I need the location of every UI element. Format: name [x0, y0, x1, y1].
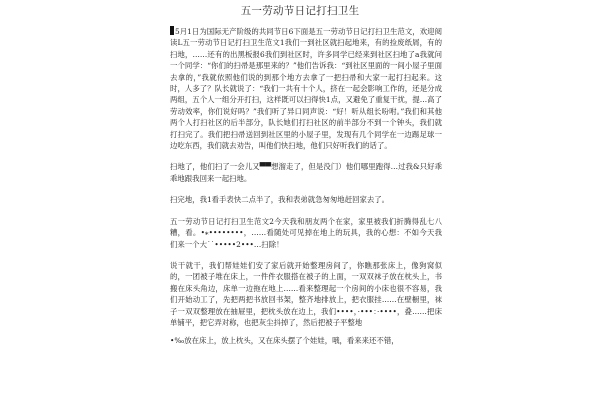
paragraph-5: 说干就干，我们帮娃娃们安了家后就开始整理房间了，你瞧那张床上，像狗窝似的，一团被子堆在床上，一件件衣服搭在被子的上面，一双双袜子放在枕头上，书搬在床头角边，床单一边拖在地上……看来整理起一个房间的小床也很不容易，我们开始动工了，先把两把书放回书架，整齐地排放上，把衣服挂……在壁橱里，袜子一双双整理放在抽屉里，把枕头放在边上，我们••••，·•••：·••••，叠……把床单铺平，把它弄对称，也把灰尘抖掉了，然后把被子平整地 — [170, 260, 442, 327]
document-title: 五一劳动节日记打扫卫生 — [240, 5, 360, 17]
paragraph-6: •‰放在床上，放上枕头，又在床头摆了个娃娃，哦，看来来还不错， — [170, 336, 399, 346]
paragraph-1 — [170, 26, 442, 151]
document-body — [170, 26, 442, 347]
paragraph-4: 五一劳动节日记打扫卫生范文2今天我和朋友两个在家，家里被我们折腾得乱七八糟，看。•⁎••••••••，……看随处可见掉在地上的玩具，我的心想：不如今天我们来一个大˙˙•••••2•••…扫除！ — [170, 216, 442, 249]
paragraph-3: 扫完地，我1看手表快二点半了，我和表弟就急匆匆地赶回家去了。 — [170, 195, 390, 205]
redaction-mark — [170, 26, 174, 35]
paragraph-2: 扫地了，他们扫了一会儿又▀▀想溜走了，但是没门）他们哪里跑得…过我&只好乖乖地跟我回来一起扫地。 — [170, 162, 442, 183]
paragraph-1-text: 5月1日为国际无产阶级的共同节日6下面是五一劳动节日记打扫卫生范文，欢迎阅读L五一劳动节日记打扫卫生范文1我们一到社区就扫起地来，有的捡废纸屑，有的扫地，……还有的出黑板报6我们到社区时，许多同学已经来到社区扫地了a我就问一个同学：“你们的扫帚是那里来的？”他们告诉我：“到社区里面的一间小屋子里面去拿的，”我就依照他们说的到那个地方去拿了一把扫帚和大家一起打扫起来。这时，人多了？队长就说了：“我们一共有十个人，挤在一起会影响工作的，还是分成两组，五个人一组分开打扫，这样既可以扫得快1点，又避免了重复干扰，提…高了劳动效率，你们说好吗？”我们听了异口同声说：“好！听从组长吩咐。”我们和其他两个人打扫社区的后半部分，队长她们打扫社区的前半部分不到一个钟头，我们就打扫完了。我们把扫帚送回到社区里的小屋子里，发现有几个同学在一边踢足球一边吃东西，我们就去劝告，叫他们快扫地，他们只好听我们的话了。 — [170, 27, 442, 151]
